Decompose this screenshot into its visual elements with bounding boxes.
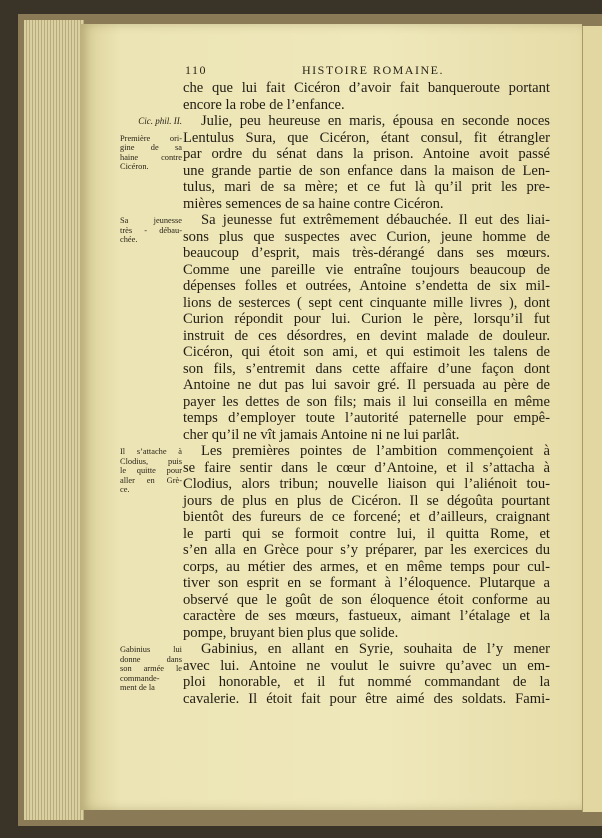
text-line: se faire sentir dans le cœur d’Antoine, et il s’attacha à (183, 459, 550, 476)
margin-note-line: chée. (120, 235, 138, 245)
text-line: son fils, s’entremit dans cette affaire d’une façon dont (183, 360, 550, 377)
text-line: Cicéron, qui étoit son ami, et qui estimoit les talens de (183, 344, 550, 360)
text-line: une grande partie de son enfance dans la maison de Len- (183, 162, 550, 179)
margin-note-line: Première ori- (120, 133, 182, 143)
text-line: Gabinius, en allant en Syrie, souhaita de l’y mener (201, 641, 550, 657)
text-line: Clodius, alors tribun; nouvelle liaison qui l’aliénoit tou- (183, 476, 550, 492)
text-line: temps d’employer toute l’autorité paternelle pour empê- (183, 410, 550, 426)
margin-note-line: Cic. phil. II. (138, 116, 182, 126)
text-line: Comme une pareille vie entraîne toujours beaucoup de (183, 261, 550, 278)
text-line: corps, au métier des armes, et en même temps pour cul- (183, 558, 550, 575)
text-line: Julie, peu heureuse en maris, épousa en seconde noces (201, 113, 550, 129)
margin-note-line: ce. (120, 485, 130, 495)
text-line: observé que le goût de son éloquence étoit conforme au (183, 591, 550, 608)
margin-note-line: le quitte pour (120, 466, 182, 476)
margin-note-line: son armée le (120, 664, 182, 674)
text-line: caractère de ses mœurs, fastueux, aimant l’étalage et la (183, 608, 550, 624)
page-stack-edge (24, 20, 84, 820)
margin-note-line: aller en Grè- (120, 475, 182, 485)
margin-note-line: Sa jeunesse (120, 216, 182, 225)
text-line: che que lui fait Cicéron d’avoir fait banqueroute portant (183, 80, 550, 96)
text-line: jours de plus en plus de Cicéron. Il se dégoûta pourtant (183, 492, 550, 509)
margin-note-line: très - débau- (120, 225, 182, 235)
text-line: instruit de ces désordres, en devint malade de douleur. (183, 327, 550, 344)
text-line: mières semences de sa haine contre Cicéron. (183, 195, 444, 212)
margin-note-line: ment de la (120, 683, 155, 693)
next-page-edge (582, 26, 602, 812)
text-line: tiver son esprit en se formant à l’éloquence. Plutarque a (183, 575, 550, 591)
text-line: Sa jeunesse fut extrêmement débauchée. Il eut des liai- (201, 212, 550, 228)
text-line: Antoine ne dut pas lui savoir gré. Il persuada au père de (183, 377, 550, 393)
margin-note-line: donne dans (120, 654, 182, 664)
text-line: dépenses folles et outrées, Antoine s’endetta de six mil- (183, 278, 550, 294)
margin-note-line: Il s’attache à (120, 447, 182, 456)
running-title: HISTOIRE ROMAINE. (302, 63, 444, 77)
text-line: cavalerie. Il étoit fait pour être aimé des soldats. Fami- (183, 690, 550, 707)
margin-note-line: Clodius, puis (120, 456, 182, 466)
text-line: pompe, bruyant bien plus que solide. (183, 624, 399, 641)
text-line: Lentulus Sura, que Cicéron, étant consul, fit étrangler (183, 129, 550, 146)
text-line: cher qu’il ne vît jamais Antoine ni ne lui parlât. (183, 426, 460, 443)
margin-note-line: commande- (120, 673, 160, 683)
text-line: bientôt des fureurs de ce forcené; et d’ailleurs, craignant (183, 509, 550, 525)
text-line: Curion répondit pour lui. Curion le père, lorsqu’il fut (183, 311, 550, 327)
text-line: lions de sesterces ( sept cent cinquante mille livres ), dont (183, 294, 550, 311)
page-number: 110 (185, 63, 208, 77)
text-line: avec lui. Antoine ne voulut le suivre qu’avec un em- (183, 657, 550, 674)
text-line: beaucoup d’esprit, mais très-dérangé dans ses mœurs. (183, 245, 550, 261)
text-line: tulus, mari de sa mère; et ce fut là qu’il prit les pre- (183, 179, 550, 195)
margin-note-line: Gabinius lui (120, 645, 182, 654)
text-line: par ordre du sénat dans la prison. Antoine avoit passé (183, 146, 550, 162)
text-line: le parti qui se formoit contre lui, il quitta Rome, et (183, 525, 550, 542)
text-line: s’en alla en Grèce pour s’y préparer, par les exercices du (183, 542, 550, 558)
margin-note-line: haine contre (120, 152, 182, 162)
margin-note-line: Cicéron. (120, 162, 149, 172)
text-line: Les premières pointes de l’ambition commençoient à (201, 443, 550, 459)
text-line: sons plus que suspectes avec Curion, jeune homme de (183, 228, 550, 245)
text-line: encore la robe de l’enfance. (183, 96, 345, 113)
text-line: ploi honorable, et il fut nommé commandant de la (183, 674, 550, 690)
text-line: payer les dettes de son fils; mais il lui conseilla en même (183, 393, 550, 410)
margin-note-line: gine de sa (120, 143, 182, 153)
